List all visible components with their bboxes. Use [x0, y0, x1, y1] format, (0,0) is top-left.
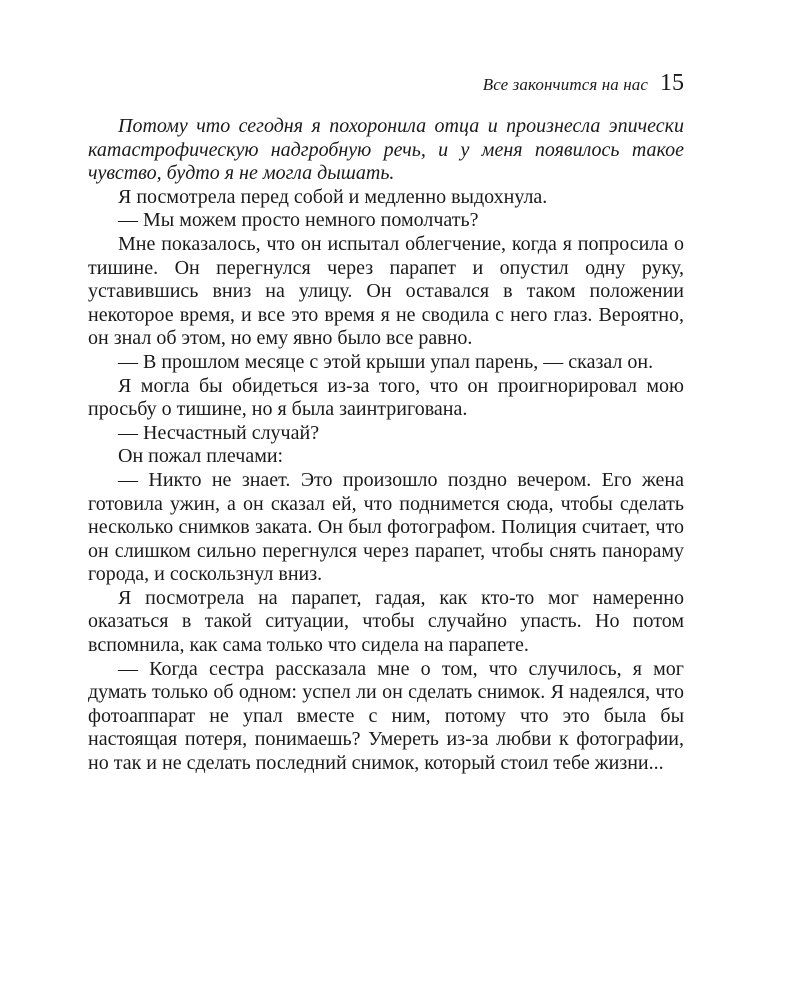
text-body: [88, 115, 684, 776]
paragraph: — Несчастный случай?: [118, 421, 320, 444]
paragraph: Он пожал плечами:: [118, 445, 284, 468]
paragraph: Я могла бы обидеться из-за того, что он проигнорировал мою просьбу о тишине, но я была заинтригована.: [88, 374, 684, 421]
paragraph: Я посмотрела на парапет, гадая, как кто-то мог намеренно оказаться в такой ситуации, чтобы случайно упасть. Но потом вспомнила, как сама только что сидела на парапете.: [88, 586, 684, 657]
paragraph: — Мы можем просто немного помолчать?: [118, 209, 479, 232]
paragraph: — Никто не знает. Это произошло поздно вечером. Его жена готовила ужин, а он сказал ей, что поднимется сюда, чтобы сделать несколько снимков заката. Он был фотографом. Полиция считает, что он слишком сильно перегнулся через парапет, чтобы снять панораму города, и соскользнул вниз.: [88, 468, 684, 586]
paragraph: — Когда сестра рассказала мне о том, что случилось, я мог думать только об одном: успел ли он сделать снимок. Я надеялся, что фотоаппарат не упал вместе с ним, потому что это была бы настоящая потеря, понимаешь? Умереть из-за любви к фотографии, но так и не сделать последний снимок, который стоил тебе жизни...: [88, 657, 684, 775]
paragraph: — В прошлом месяце с этой крыши упал парень, — сказал он.: [118, 350, 654, 373]
running-header: [88, 70, 684, 97]
page-number: 15: [660, 70, 684, 96]
paragraph: Мне показалось, что он испытал облегчение, когда я попросила о тишине. Он перегнулся через парапет и опустил одну руку, уставившись вниз на улицу. Он оставался в таком положении некоторое время, и все это время я не сводила с него глаз. Вероятно, он знал об этом, но ему явно было все равно.: [88, 232, 684, 350]
paragraph: Я посмотрела перед собой и медленно выдохнула.: [118, 185, 548, 208]
running-title: Все закончится на нас: [482, 75, 648, 94]
paragraph: Потому что сегодня я похоронила отца и произнесла эпически катастрофическую надгробную речь, и у меня появилось такое чувство, будто я не могла дышать.: [88, 115, 684, 185]
